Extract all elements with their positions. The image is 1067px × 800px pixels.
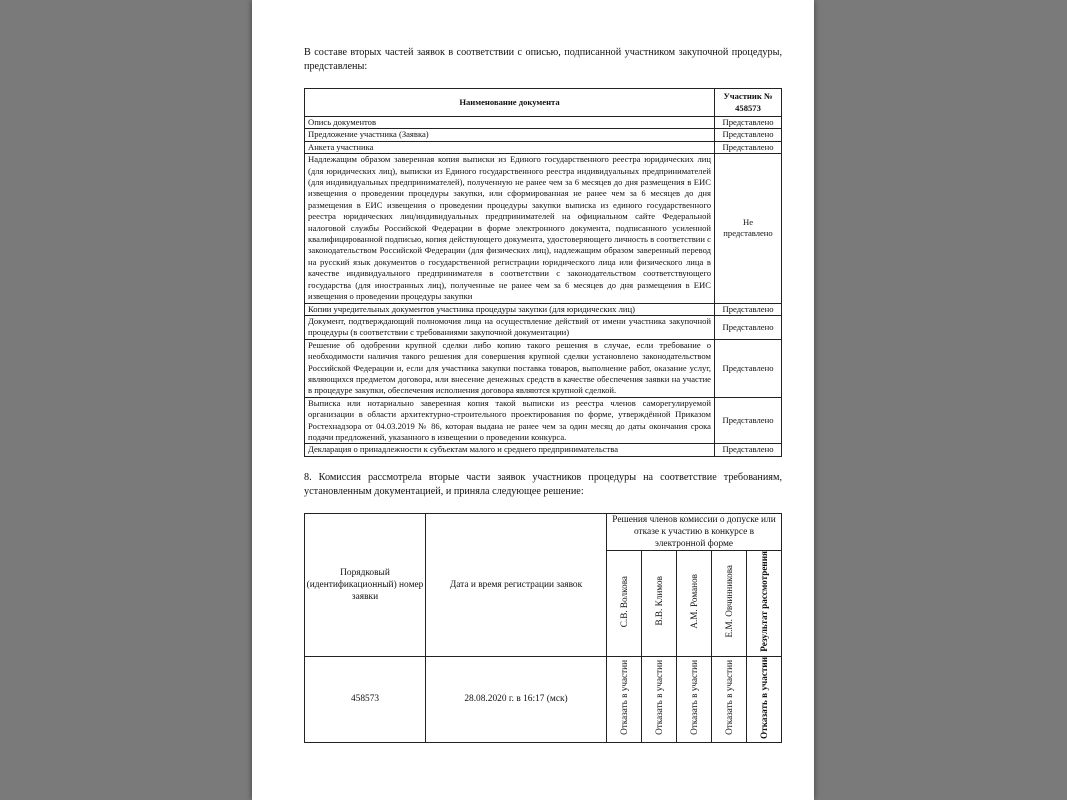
table-row xyxy=(305,154,782,303)
document-name: Решение об одобрении крупной сделки либо копию такого решения в случае, если требование о необходимости наличия такого решения для совершения крупной сделки установлено законодательством Российской Федерации и, если для участника закупки поставка товаров, выполнение работ, оказание услуг, являющихся предметом договора, или внесение денежных средств в качестве обеспечения заявки на участие в процедуре закупки, обеспечения исполнения договора являются крупной сделкой. xyxy=(305,339,715,397)
document-name: Копии учредительных документов участника процедуры закупки (для юридических лиц) xyxy=(305,303,715,315)
header-members-group-label: Решения членов комиссии о допуске или отказе к участию в конкурсе в электронной форме xyxy=(612,514,776,549)
document-name: Документ, подтверждающий полномочия лица на осуществление действий от имени участника закупочной процедуры (в соответствии с требованиями закупочной документации) xyxy=(305,315,715,339)
documents-table xyxy=(304,88,782,457)
document-name: Декларация о принадлежности к субъектам малого и среднего предпринимательства xyxy=(305,444,715,456)
document-page xyxy=(252,0,814,800)
table-row xyxy=(305,129,782,141)
member-vote xyxy=(607,656,642,743)
member-vote xyxy=(641,656,676,743)
document-status: Представлено xyxy=(715,129,782,141)
header-member-1 xyxy=(607,550,642,656)
member-name: А.М. Романов xyxy=(688,573,699,629)
document-status: Не представлено xyxy=(715,154,782,303)
header-members-group xyxy=(607,513,782,550)
vote-text: Отказать в участии xyxy=(688,660,699,735)
document-name: Предложение участника (Заявка) xyxy=(305,129,715,141)
table-row xyxy=(305,397,782,444)
vote-text: Отказать в участии xyxy=(723,660,734,735)
header-registration-date xyxy=(426,513,607,656)
document-name: Выписка или нотариально заверенная копия такой выписки из реестра членов саморегулируемой организации в области архитектурно-строительного проектирования по форме, утверждённой Приказом Ростехнадзора от 04.03.2019 № 86, которая выдана не ранее чем за один месяц до даты окончания срока подачи предложений, указанного в извещении о проведении конкурса. xyxy=(305,397,715,444)
header-document-name: Наименование документа xyxy=(305,89,715,117)
table-row xyxy=(305,339,782,397)
decision-header-row xyxy=(305,513,782,550)
intro-paragraph: В составе вторых частей заявок в соответствии с описью, подписанной участником закупочной процедуры, представлены: xyxy=(304,47,782,72)
table-row xyxy=(305,141,782,153)
application-id: 458573 xyxy=(305,656,426,743)
header-application-id xyxy=(305,513,426,656)
header-registration-date-label: Дата и время регистрации заявок xyxy=(449,579,583,590)
result-text: Отказать в участии xyxy=(758,656,769,739)
document-content xyxy=(304,46,782,743)
member-name: Е.М. Овчинникова xyxy=(723,564,734,638)
header-member-4 xyxy=(711,550,746,656)
decision-table xyxy=(304,513,782,744)
table-row xyxy=(305,303,782,315)
documents-table-header xyxy=(305,89,782,117)
table-row xyxy=(305,315,782,339)
header-application-id-label: Порядковый (идентификационный) номер заявки xyxy=(306,567,424,602)
header-member-3 xyxy=(676,550,711,656)
result-value xyxy=(746,656,781,743)
document-status: Представлено xyxy=(715,141,782,153)
member-name: С.В. Волкова xyxy=(618,575,629,627)
header-participant: Участник № 458573 xyxy=(715,89,782,117)
document-status: Представлено xyxy=(715,117,782,129)
result-label: Результат рассмотрения xyxy=(758,550,769,652)
document-status: Представлено xyxy=(715,339,782,397)
document-name: Надлежащим образом заверенная копия выписки из Единого государственного реестра юридических лиц (для юридических лиц), выписки из Единого государственного реестра индивидуальных предпринимателей (для индивидуальных предпринимателей), полученную не ранее чем за 6 месяцев до дня размещения в ЕИС извещения о проведении процедуры закупки, или сформированная не ранее чем за 6 месяцев до дня размещения в ЕИС извещения о проведении процедуры закупки выписка из единого государственного реестра юридических лиц/индивидуальных предпринимателей на официальном сайте Федеральной налоговой службы Российской Федерации в форме электронного документа, подписанного усиленной квалифицированной подписью, копия действующего документа, удостоверяющего личность в соответствии с законодательством Российской Федерации (для физических лиц), надлежащим образом заверенный перевод на русский язык документов о государственной регистрации юридического лица или физического лица в качестве индивидуального предпринимателя в соответствии с законодательством соответствующего государства (для иностранных лиц), полученные не ранее чем за 6 месяцев до дня размещения в ЕИС извещения о проведении процедуры закупки xyxy=(305,154,715,303)
document-status: Представлено xyxy=(715,397,782,444)
document-status: Представлено xyxy=(715,444,782,456)
document-status: Представлено xyxy=(715,303,782,315)
table-row xyxy=(305,444,782,456)
header-result xyxy=(746,550,781,656)
vote-text: Отказать в участии xyxy=(653,660,664,735)
header-member-2 xyxy=(641,550,676,656)
vote-text: Отказать в участии xyxy=(618,660,629,735)
table-row xyxy=(305,117,782,129)
document-status: Представлено xyxy=(715,315,782,339)
registration-date: 28.08.2020 г. в 16:17 (мск) xyxy=(426,656,607,743)
table-row xyxy=(305,656,782,743)
member-vote xyxy=(711,656,746,743)
document-name: Анкета участника xyxy=(305,141,715,153)
member-vote xyxy=(676,656,711,743)
member-name: В.В. Климов xyxy=(653,576,664,626)
section-8-paragraph: 8. Комиссия рассмотрела вторые части заявок участников процедуры на соответствие требованиям, установленным документацией, и приняла следующее решение: xyxy=(304,471,782,497)
document-name: Опись документов xyxy=(305,117,715,129)
